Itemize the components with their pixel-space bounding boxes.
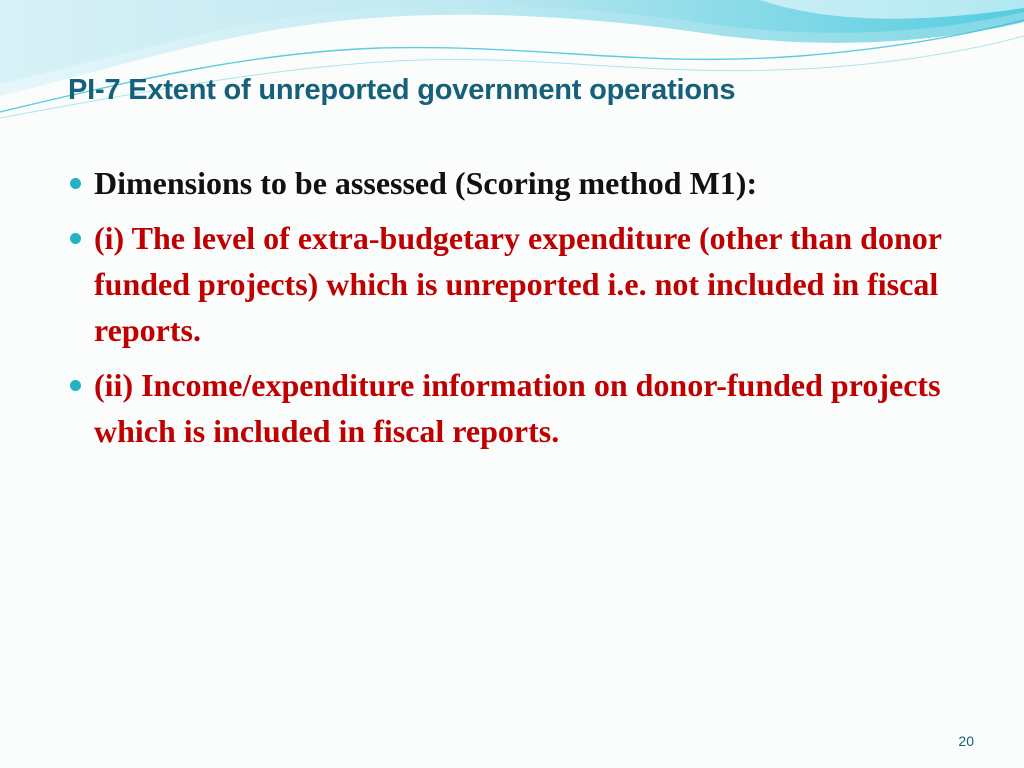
bullet-dot-icon xyxy=(70,233,81,244)
page-number: 20 xyxy=(958,733,974,749)
bullet-list xyxy=(70,160,950,463)
bullet-text: Dimensions to be assessed (Scoring method M1): xyxy=(94,165,758,201)
bullet-dot-icon xyxy=(70,178,81,189)
slide-title: PI-7 Extent of unreported government operations xyxy=(68,74,736,106)
bullet-item-dimension-ii xyxy=(70,362,950,454)
bullet-item-dimension-i xyxy=(70,215,950,353)
bullet-dot-icon xyxy=(70,380,81,391)
bullet-item-dimensions xyxy=(70,160,950,206)
bullet-text: (i) The level of extra-budgetary expenditure (other than donor funded projects) which is unreported i.e. not included in fiscal reports. xyxy=(94,220,942,348)
bullet-text: (ii) Income/expenditure information on donor-funded projects which is included in fiscal reports. xyxy=(94,367,941,449)
